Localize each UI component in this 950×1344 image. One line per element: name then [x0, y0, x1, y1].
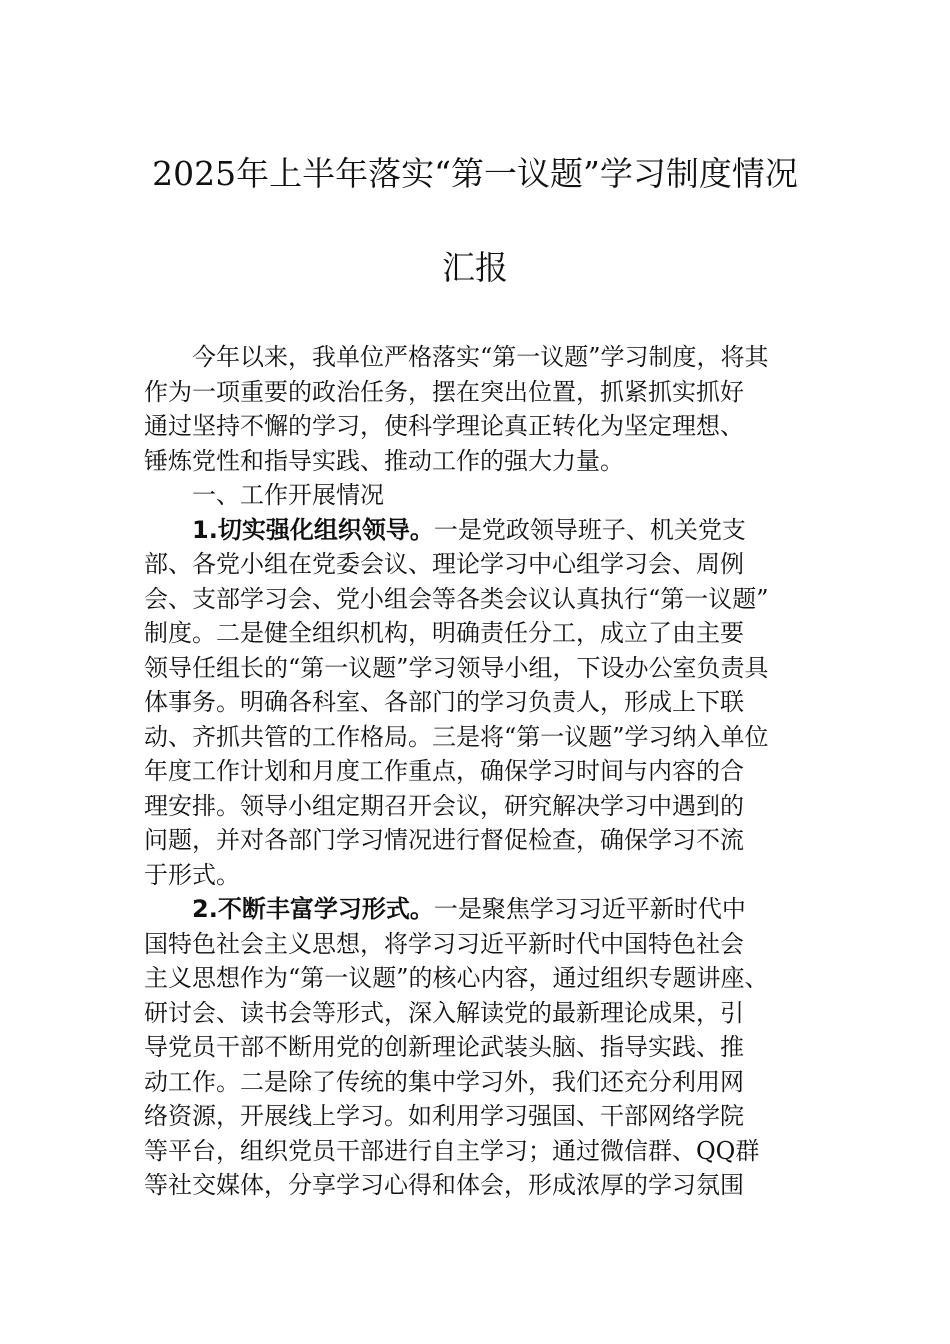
item1-heading: 1.切实强化组织领导。 — [192, 515, 434, 544]
item1-first-line — [144, 513, 814, 548]
item1-line: 理安排。领导小组定期召开会议，研究解决学习中遇到的 — [144, 791, 744, 820]
item1-line: 部、各党小组在党委会议、理论学习中心组学习会、周例 — [144, 550, 744, 578]
document-body — [144, 340, 814, 1203]
item2-line: 动工作。二是除了传统的集中学习外，我们还充分利用网 — [144, 1067, 744, 1096]
item2-first-line — [144, 892, 814, 927]
item2-line: 导党员干部不断用党的创新理论武装头脑、指导实践、推 — [144, 1033, 744, 1061]
item2-first-line-text: 一是聚焦学习习近平新时代中 — [433, 895, 746, 923]
item2-line: 等社交媒体，分享学习心得和体会，形成浓厚的学习氛围 — [144, 1171, 744, 1199]
item2-line: 主义思想作为“第一议题”的核心内容，通过组织专题讲座、 — [144, 964, 769, 992]
item1-line: 领导任组长的“第一议题”学习领导小组，下设办公室负责具 — [144, 653, 769, 682]
item1-line: 会、支部学习会、党小组会等各类会议认真执行“第一议题” — [144, 584, 769, 613]
item1-line: 于形式。 — [144, 860, 240, 889]
item1-line: 年度工作计划和月度工作重点，确保学习时间与内容的合 — [144, 757, 744, 785]
intro-line: 锤炼党性和指导实践、推动工作的强大力量。 — [144, 446, 624, 475]
document-title-line-2: 汇报 — [442, 248, 508, 287]
document-title-line-1: 2025年上半年落实“第一议题”学习制度情况 — [152, 154, 798, 193]
item1-line: 问题，并对各部门学习情况进行督促检查，确保学习不流 — [144, 826, 744, 854]
item1-line: 制度。二是健全组织机构，明确责任分工，成立了由主要 — [144, 619, 744, 647]
item2-line: 国特色社会主义思想，将学习习近平新时代中国特色社会 — [144, 929, 744, 958]
section-heading: 一、工作开展情况 — [192, 481, 384, 509]
item2-line: 络资源，开展线上学习。如利用学习强国、干部网络学院 — [144, 1102, 744, 1130]
item1-first-line-text: 一是党政领导班子、机关党支 — [433, 515, 746, 544]
intro-line: 今年以来，我单位严格落实“第一议题”学习制度，将其 — [192, 343, 769, 371]
intro-line: 通过坚持不懈的学习，使科学理论真正转化为坚定理想、 — [144, 412, 744, 440]
item1-line: 体事务。明确各科室、各部门的学习负责人，形成上下联 — [144, 688, 744, 716]
item2-line: 研讨会、读书会等形式，深入解读党的最新理论成果，引 — [144, 998, 744, 1027]
item1-line: 动、齐抓共管的工作格局。三是将“第一议题”学习纳入单位 — [144, 722, 769, 751]
item2-line: 等平台，组织党员干部进行自主学习；通过微信群、QQ群 — [144, 1136, 760, 1165]
item2-heading: 2.不断丰富学习形式。 — [192, 895, 434, 923]
intro-line: 作为一项重要的政治任务，摆在突出位置，抓紧抓实抓好 — [144, 377, 744, 406]
